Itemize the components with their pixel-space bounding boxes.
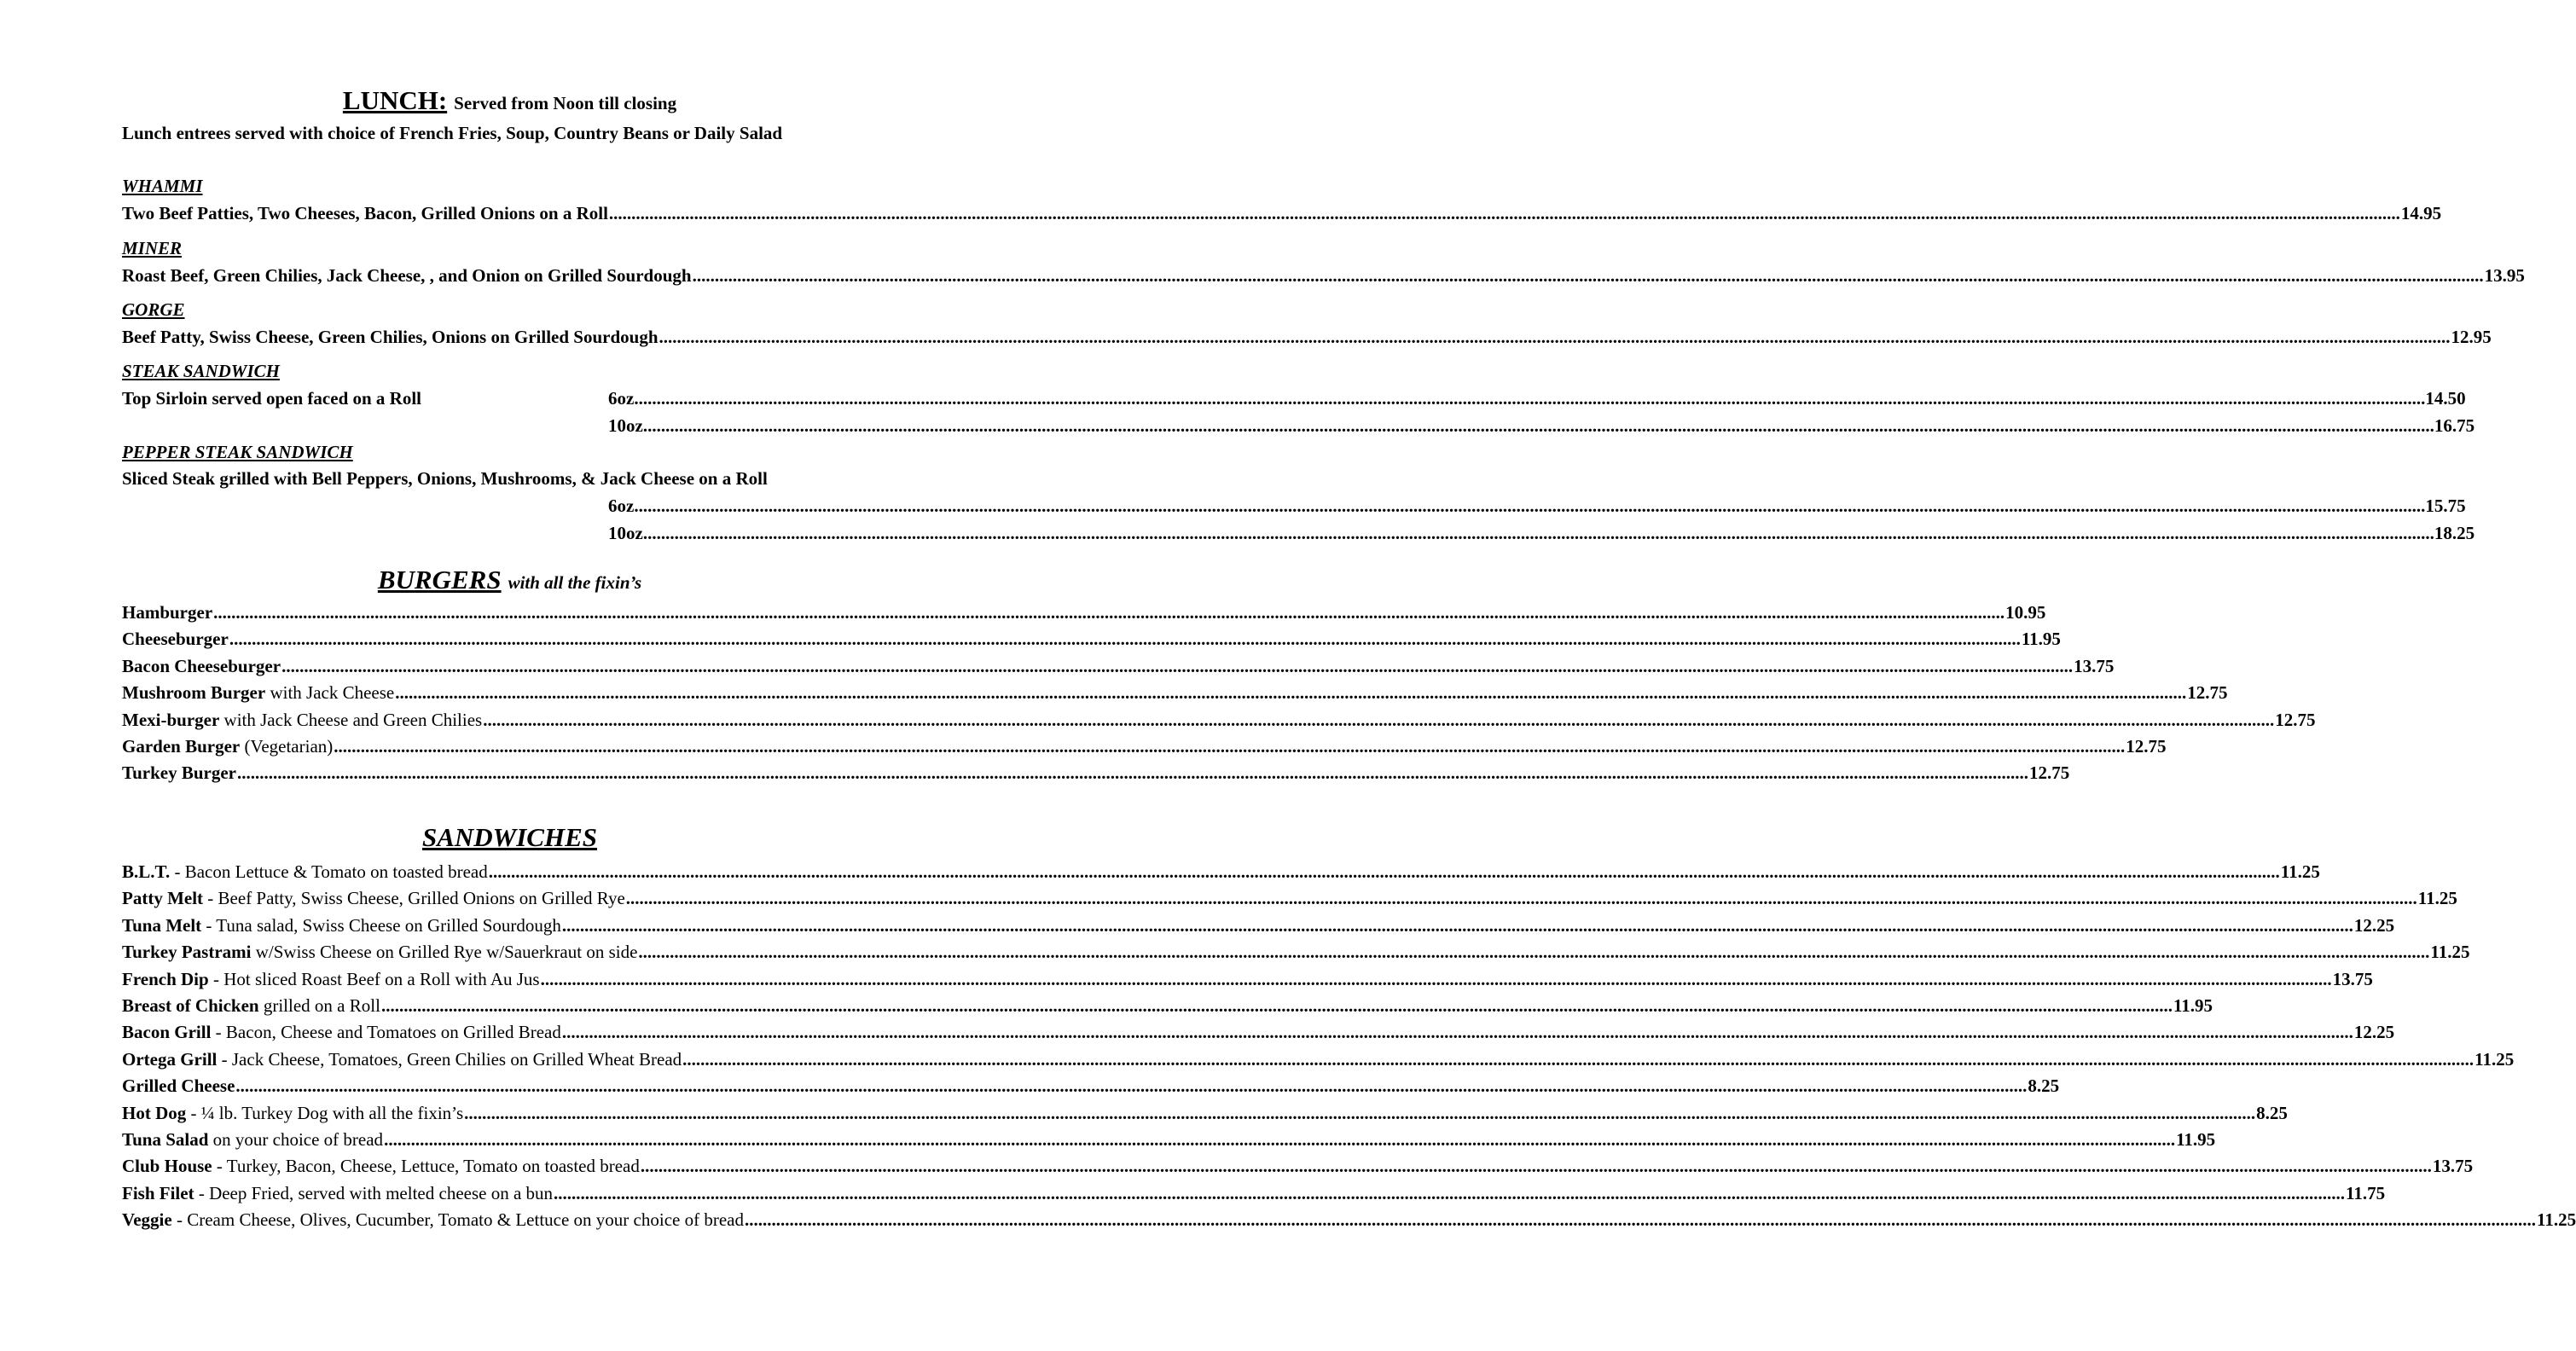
sandwich-item-price: 13.75 [2332,968,2373,989]
sandwich-item-row [122,913,2395,938]
burger-item-row [122,653,2115,679]
sandwich-item-price: 13.75 [2432,1156,2474,1177]
lunch-item-desc: Beef Patty, Swiss Cheese, Green Chilies, Onions on Grilled Sourdough [122,327,659,347]
lunch-item-row [122,324,2492,350]
dot-leader: ................................................................................................................................................................................................................................................................................................................................................................................................................ [744,1209,2536,1231]
lunch-header [122,85,897,116]
dot-leader: ................................................................................................................................................................................................................................................................................................................................................................................................................ [334,736,2126,757]
sandwich-item-row [122,1207,2576,1232]
dot-leader: ................................................................................................................................................................................................................................................................................................................................................................................................................ [554,1182,2346,1203]
sandwich-item-name: Veggie [122,1209,172,1231]
sandwich-item-row [122,859,2320,884]
burger-item-price: 11.95 [2021,629,2061,650]
dot-leader: ................................................................................................................................................................................................................................................................................................................................................................................................................ [634,496,2426,516]
sandwich-item-desc: grilled on a Roll [258,995,380,1016]
sandwich-item-name: Tuna Melt [122,914,202,936]
sandwich-item-price: 11.25 [2280,861,2320,882]
sandwich-item-desc: on your choice of bread [208,1129,384,1150]
lunch-item-row [122,263,2525,288]
dot-leader: ................................................................................................................................................................................................................................................................................................................................................................................................................ [464,1102,2256,1123]
sandwich-item-price: 11.25 [2474,1048,2515,1070]
dot-leader: ................................................................................................................................................................................................................................................................................................................................................................................................................ [692,265,2484,286]
burger-item-row [122,733,2167,759]
burger-item-price: 12.75 [2187,682,2228,704]
sandwich-item-desc: - Bacon Lettuce & Tomato on toasted bread [170,861,488,882]
sandwich-item-row [122,939,2470,965]
dot-leader: ................................................................................................................................................................................................................................................................................................................................................................................................................ [659,327,2451,347]
burger-item-desc: with Jack Cheese and Green Chilies [219,709,483,730]
dot-leader: ................................................................................................................................................................................................................................................................................................................................................................................................................ [229,629,2021,650]
sandwich-item-name: Ortega Grill [122,1048,218,1070]
lunch-item-price: 13.95 [2484,265,2525,286]
dot-leader: ................................................................................................................................................................................................................................................................................................................................................................................................................ [640,1156,2432,1177]
burgers-title: BURGERS [377,565,502,594]
dot-leader: ................................................................................................................................................................................................................................................................................................................................................................................................................ [561,914,2353,936]
lunch-item-desc: Two Beef Patties, Two Cheeses, Bacon, Grilled Onions on a Roll [122,203,608,223]
sandwich-item-desc: - Turkey, Bacon, Cheese, Lettuce, Tomato on toasted bread [212,1156,640,1177]
size-label: 6oz [608,388,635,409]
dot-leader: ................................................................................................................................................................................................................................................................................................................................................................................................................ [213,602,2005,623]
sandwich-item-desc: - Cream Cheese, Olives, Cucumber, Tomato & Lettuce on your choice of bread [171,1209,744,1231]
sandwich-item-row [122,1019,2395,1045]
sandwich-item-price: 11.25 [2430,942,2470,963]
burger-item-row [122,760,2070,786]
burger-item-price: 10.95 [2005,602,2046,623]
lunch-item-price: 12.95 [2451,327,2492,347]
sandwich-item-desc: - Bacon, Cheese and Tomatoes on Grilled Bread [211,1022,561,1043]
lunch-item-row [122,200,2442,226]
burger-item-name: Garden Burger [122,736,241,757]
burger-item-name: Cheeseburger [122,629,229,650]
sandwiches-header [122,822,897,853]
lunch-item-desc: Sliced Steak grilled with Bell Peppers, Onions, Mushrooms, & Jack Cheese on a Roll [122,468,768,489]
size-price-row [608,413,2475,438]
burger-item-price: 12.75 [2126,736,2167,757]
sandwich-item-name: French Dip [122,968,209,989]
dot-leader: ................................................................................................................................................................................................................................................................................................................................................................................................................ [634,388,2426,409]
burger-item-name: Mexi-burger [122,709,220,730]
burger-item-name: Hamburger [122,602,213,623]
sandwich-item-name: Club House [122,1156,212,1177]
dot-leader: ................................................................................................................................................................................................................................................................................................................................................................................................................ [642,415,2434,436]
dot-leader: ................................................................................................................................................................................................................................................................................................................................................................................................................ [561,1022,2353,1043]
lunch-item-price: 14.95 [2400,203,2442,223]
sandwich-item-price: 11.25 [2417,888,2457,909]
sandwich-item-name: Tuna Salad [122,1129,209,1150]
size-price: 15.75 [2425,496,2466,516]
dot-leader: ................................................................................................................................................................................................................................................................................................................................................................................................................ [638,942,2430,963]
lunch-item-name: PEPPER STEAK SANDWICH [122,442,353,462]
burger-item-price: 12.75 [2275,709,2316,730]
burger-item-row [122,600,2046,625]
burger-item-desc: with Jack Cheese [265,682,395,704]
sandwich-item-price: 8.25 [2028,1076,2060,1097]
sandwich-item-name: Fish Filet [122,1182,194,1203]
lunch-item-name: STEAK SANDWICH [122,361,280,381]
sandwich-item-desc: - Hot sliced Roast Beef on a Roll with Au Jus [208,968,540,989]
sandwich-item-row [122,1100,2288,1126]
sandwich-item-row [122,885,2457,911]
burgers-header [122,565,897,595]
burger-item-name: Bacon Cheeseburger [122,655,281,676]
size-price-row [608,386,2466,411]
burger-item-name: Mushroom Burger [122,682,266,704]
sandwich-item-price: 11.95 [2173,995,2213,1016]
sandwich-item-row [122,966,2373,992]
sandwich-item-price: 12.25 [2353,914,2395,936]
size-price: 18.25 [2434,523,2475,543]
sandwich-item-price: 11.75 [2346,1182,2386,1203]
sandwich-item-desc: - Jack Cheese, Tomatoes, Green Chilies on Grilled Wheat Bread [217,1048,682,1070]
sandwich-item-row [122,1127,2216,1152]
burger-item-price: 12.75 [2028,762,2070,784]
sandwich-item-name: B.L.T. [122,861,171,882]
dot-leader: ................................................................................................................................................................................................................................................................................................................................................................................................................ [281,655,2074,676]
sandwich-item-price: 12.25 [2353,1022,2395,1043]
burgers-subtitle: with all the fixin’s [508,572,642,593]
lunch-item-desc: Roast Beef, Green Chilies, Jack Cheese, , and Onion on Grilled Sourdough [122,265,692,286]
dot-leader: ................................................................................................................................................................................................................................................................................................................................................................................................................ [642,523,2434,543]
size-price-row [608,493,2466,519]
dot-leader: ................................................................................................................................................................................................................................................................................................................................................................................................................ [625,888,2417,909]
sandwich-item-price: 11.95 [2176,1129,2216,1150]
sandwich-item-desc: - Deep Fried, served with melted cheese on a bun [194,1182,554,1203]
size-label: 10oz [608,415,643,436]
burger-item-price: 13.75 [2074,655,2115,676]
dot-leader: ................................................................................................................................................................................................................................................................................................................................................................................................................ [384,1129,2176,1150]
dot-leader: ................................................................................................................................................................................................................................................................................................................................................................................................................ [395,682,2187,704]
lunch-item-name: GORGE [122,299,185,320]
sandwich-item-row [122,1047,2515,1072]
size-price-row [608,520,2475,546]
lunch-title: LUNCH: [342,85,448,115]
dot-leader: ................................................................................................................................................................................................................................................................................................................................................................................................................ [608,203,2400,223]
sandwich-item-price: 8.25 [2256,1102,2288,1123]
size-price: 14.50 [2425,388,2466,409]
sandwich-item-price: 11.25 [2536,1209,2576,1231]
burger-item-row [122,707,2316,733]
lunch-intro: Lunch entrees served with choice of French Fries, Soup, Country Beans or Daily Salad [122,123,783,143]
burger-item-desc: (Vegetarian) [240,736,334,757]
sandwich-item-desc: w/Swiss Cheese on Grilled Rye w/Sauerkraut on side [251,942,638,963]
sandwich-item-row [122,1073,2060,1099]
dot-leader: ................................................................................................................................................................................................................................................................................................................................................................................................................ [682,1048,2474,1070]
burger-item-name: Turkey Burger [122,762,236,784]
size-label: 10oz [608,523,643,543]
sandwich-item-desc: - ¼ lb. Turkey Dog with all the fixin’s [186,1102,464,1123]
dot-leader: ................................................................................................................................................................................................................................................................................................................................................................................................................ [235,1076,2028,1097]
sandwich-item-name: Hot Dog [122,1102,187,1123]
size-label: 6oz [608,496,635,516]
sandwich-item-desc: - Tuna salad, Swiss Cheese on Grilled Sourdough [201,914,561,936]
sandwich-item-name: Turkey Pastrami [122,942,252,963]
dot-leader: ................................................................................................................................................................................................................................................................................................................................................................................................................ [540,968,2332,989]
sandwich-item-desc: - Beef Patty, Swiss Cheese, Grilled Onions on Grilled Rye [203,888,625,909]
lunch-item-desc: Top Sirloin served open faced on a Roll [122,388,422,409]
sandwich-item-name: Patty Melt [122,888,204,909]
sandwich-item-name: Breast of Chicken [122,995,259,1016]
size-price: 16.75 [2434,415,2475,436]
dot-leader: ................................................................................................................................................................................................................................................................................................................................................................................................................ [488,861,2280,882]
burger-item-row [122,626,2061,652]
sandwich-item-row [122,993,2213,1018]
burger-item-row [122,680,2228,705]
sandwich-item-name: Grilled Cheese [122,1076,235,1097]
dot-leader: ................................................................................................................................................................................................................................................................................................................................................................................................................ [380,995,2173,1016]
sandwich-item-row [122,1180,2386,1206]
sandwich-item-row [122,1153,2474,1179]
lunch-subtitle: Served from Noon till closing [454,93,677,113]
sandwich-item-name: Bacon Grill [122,1022,212,1043]
dot-leader: ................................................................................................................................................................................................................................................................................................................................................................................................................ [483,709,2275,730]
lunch-item-name: MINER [122,238,183,258]
dot-leader: ................................................................................................................................................................................................................................................................................................................................................................................................................ [236,762,2028,784]
lunch-item-name: WHAMMI [122,176,203,196]
sandwiches-title: SANDWICHES [421,822,598,852]
